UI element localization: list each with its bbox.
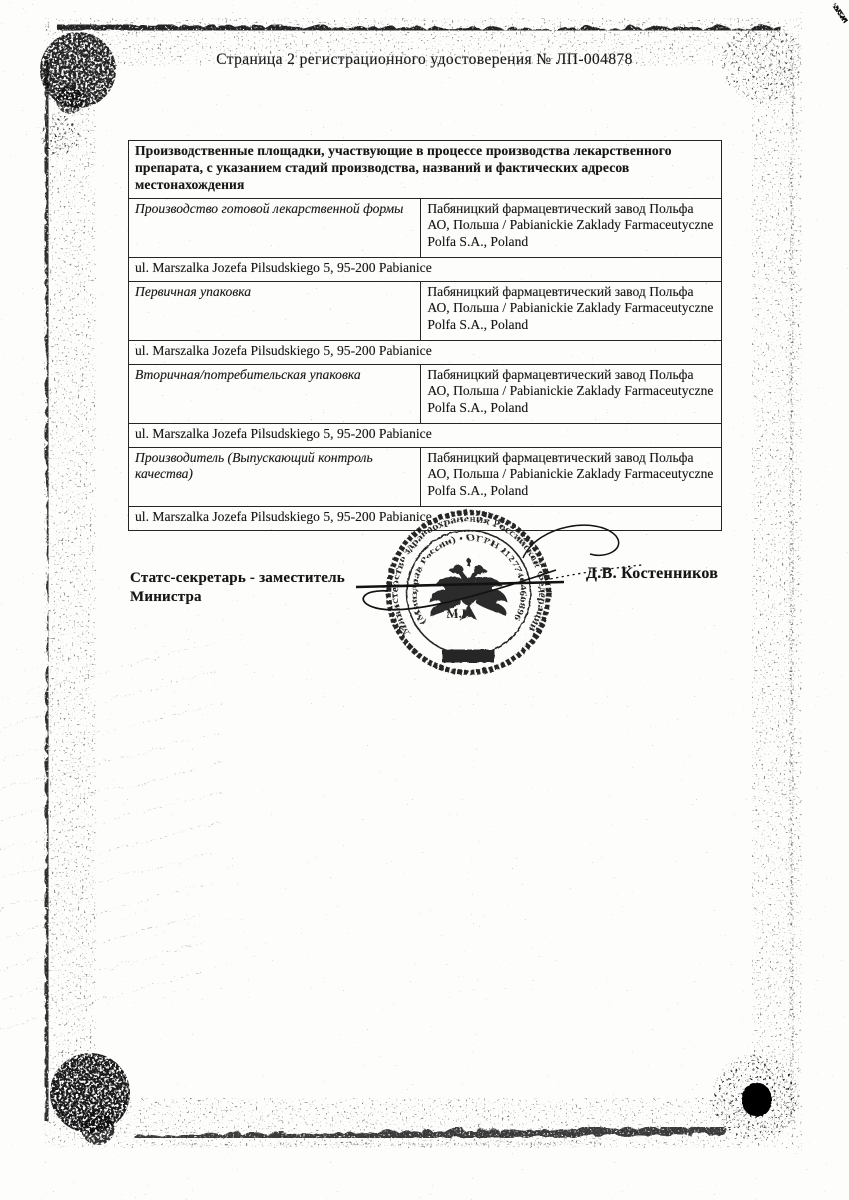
table-header-cell: Производственные площадки, участвующие в процессе производства лекарственного препарата, с указанием стадий производства, названий и фактических адресов местонахождения — [129, 141, 722, 199]
table-row — [129, 340, 722, 364]
production-sites-table — [128, 140, 722, 531]
page-title: Страница 2 регистрационного удостоверения № ЛП-004878 — [216, 51, 633, 68]
stamp-outer-text: Министерство здравоохранения Российской Федерации — [388, 512, 548, 637]
signatory-title-line2: Министра — [130, 589, 202, 606]
table-row — [129, 281, 722, 340]
address-cell: ul. Marszalka Jozefa Pilsudskiego 5, 95-200 Pabianice — [129, 423, 722, 447]
signatory-title-line1: Статс-секретарь - заместитель — [130, 570, 345, 586]
stage-cell: Производитель (Выпускающий контроль качества) — [129, 447, 421, 506]
table-row — [129, 257, 722, 281]
stage-cell: Первичная упаковка — [129, 281, 421, 340]
stamp-center-mark: М.П. — [445, 605, 475, 620]
manufacturer-cell: Пабяницкий фармацевтический завод Польфа АО, Польша / Pabianickie Zaklady Farmaceutyczne Polfa S.A., Poland — [421, 198, 722, 257]
stamp-inner-text: (Минздрав России) • ОГРН 1127746460896 — [407, 531, 529, 627]
signatory-name: Д.В. Костенников — [586, 565, 719, 582]
stage-cell: Производство готовой лекарственной формы — [129, 198, 421, 257]
stage-cell: Вторичная/потребительская упаковка — [129, 364, 421, 423]
ministry-stamp — [220, 498, 780, 688]
stamp-number-block — [442, 649, 494, 662]
table-header-row — [129, 141, 722, 199]
manufacturer-cell: Пабяницкий фармацевтический завод Польфа АО, Польша / Pabianickie Zaklady Farmaceutyczne Polfa S.A., Poland — [421, 364, 722, 423]
manufacturer-cell: Пабяницкий фармацевтический завод Польфа АО, Польша / Pabianickie Zaklady Farmaceutyczne Polfa S.A., Poland — [421, 447, 722, 506]
address-cell: ul. Marszalka Jozefa Pilsudskiego 5, 95-200 Pabianice — [129, 257, 722, 281]
address-cell: ul. Marszalka Jozefa Pilsudskiego 5, 95-200 Pabianice — [129, 506, 722, 530]
table-row — [129, 198, 722, 257]
table-row — [129, 364, 722, 423]
signature-dotted-trail — [545, 565, 642, 580]
address-cell: ul. Marszalka Jozefa Pilsudskiego 5, 95-200 Pabianice — [129, 340, 722, 364]
manufacturer-cell: Пабяницкий фармацевтический завод Польфа АО, Польша / Pabianickie Zaklady Farmaceutyczne Polfa S.A., Poland — [421, 281, 722, 340]
table-row — [129, 423, 722, 447]
